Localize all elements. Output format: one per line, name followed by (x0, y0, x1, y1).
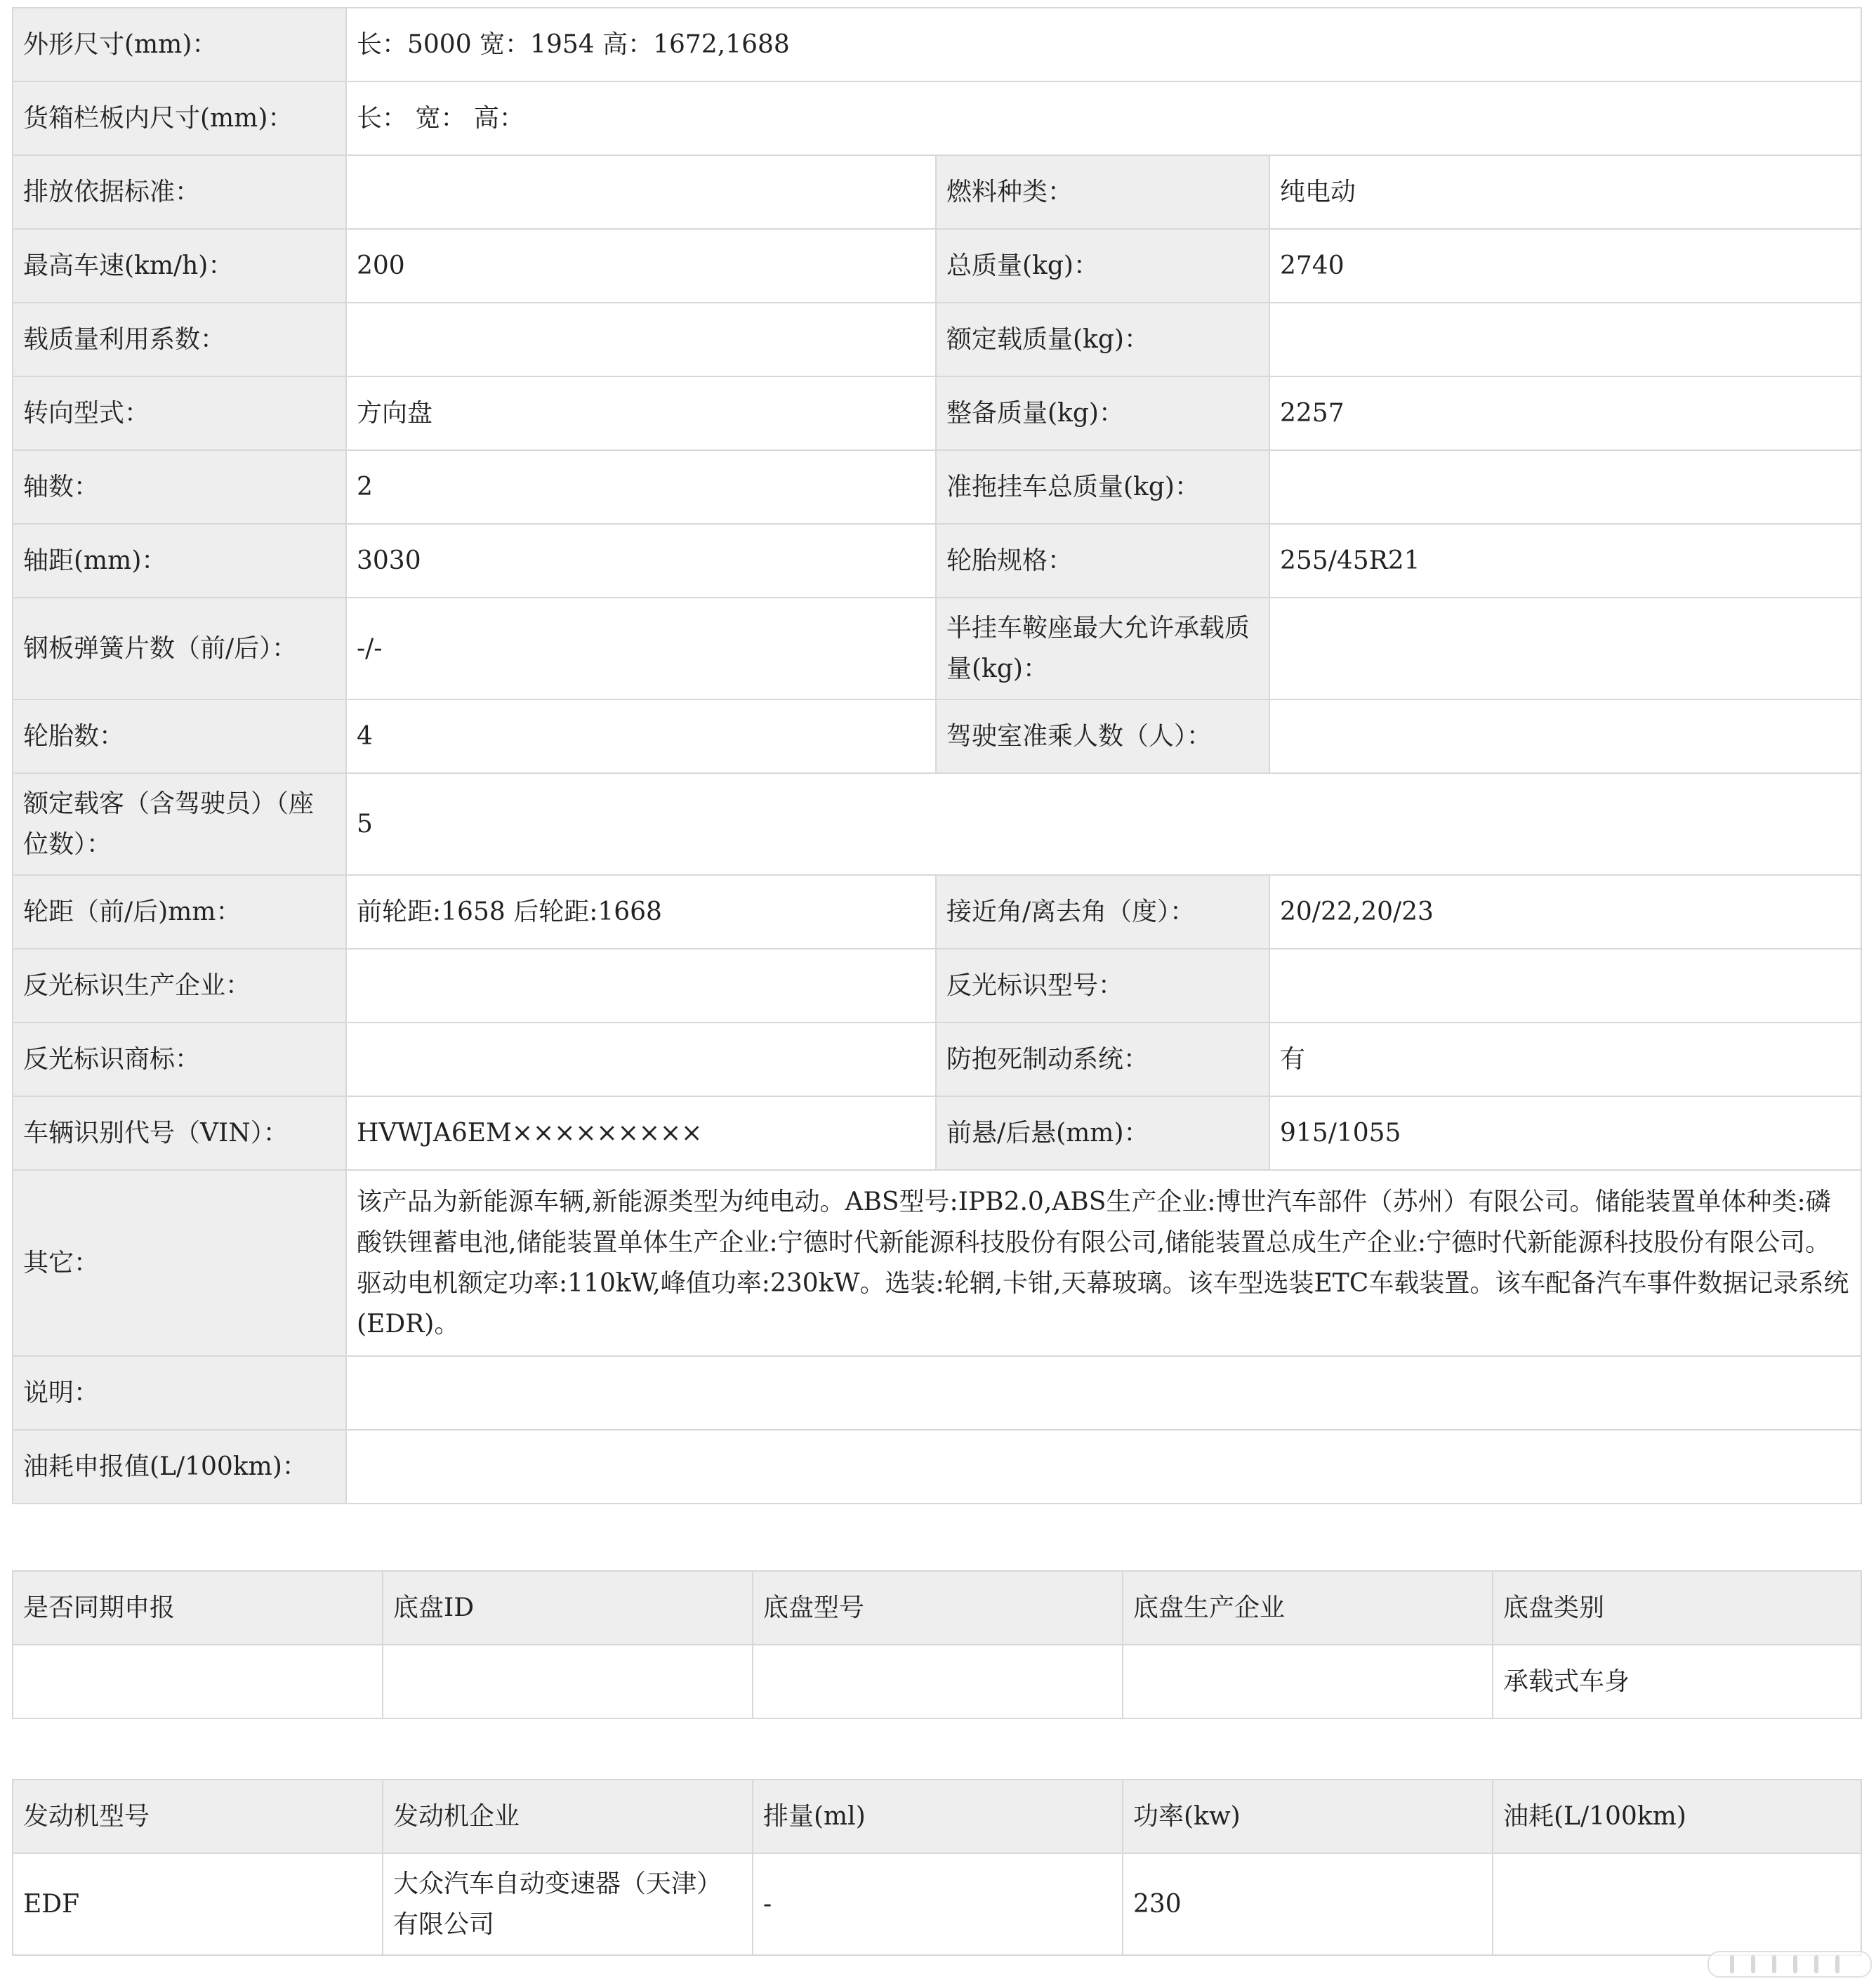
wheelbase-value: 3030 (346, 524, 936, 598)
table-row (13, 1853, 1861, 1955)
saddle-load-label: 半挂车鞍座最大允许承载质量(kg)： (936, 598, 1269, 699)
note-label: 说明： (13, 1356, 346, 1430)
reflector-brand-label: 反光标识商标： (13, 1023, 346, 1096)
vehicle-spec-table (12, 7, 1862, 1504)
vin-value: HVWJA6EM××××××××× (346, 1096, 936, 1170)
spec-row-speed (13, 229, 1861, 303)
tire-spec-label: 轮胎规格： (936, 524, 1269, 598)
leaf-springs-label: 钢板弹簧片数（前/后）： (13, 598, 346, 699)
chassis-cell: 承载式车身 (1493, 1645, 1861, 1718)
max-speed-value: 200 (346, 229, 936, 303)
track-label: 轮距（前/后)mm： (13, 875, 346, 949)
engine-header-cell: 油耗(L/100km) (1493, 1780, 1861, 1853)
fuel-label: 燃料种类： (936, 155, 1269, 229)
engine-cell: 230 (1123, 1853, 1493, 1955)
spec-row-wheelbase (13, 524, 1861, 598)
cab-seats-value (1269, 699, 1861, 773)
chassis-cell (13, 1645, 383, 1718)
tires-value: 4 (346, 699, 936, 773)
spec-row-cargo (13, 81, 1861, 155)
engine-header-row (13, 1780, 1861, 1853)
tire-spec-value: 255/45R21 (1269, 524, 1861, 598)
spec-row-axles (13, 450, 1861, 524)
chassis-header-row (13, 1571, 1861, 1645)
rated-load-label: 额定载质量(kg)： (936, 303, 1269, 376)
overhang-value: 915/1055 (1269, 1096, 1861, 1170)
emission-value (346, 155, 936, 229)
vin-label: 车辆识别代号（VIN）： (13, 1096, 346, 1170)
note-value (346, 1356, 1861, 1430)
dims-label: 外形尺寸(mm)： (13, 8, 346, 81)
angles-value: 20/22,20/23 (1269, 875, 1861, 949)
load-util-label: 载质量利用系数： (13, 303, 346, 376)
reflector-model-label: 反光标识型号： (936, 949, 1269, 1023)
fuel-value: 纯电动 (1269, 155, 1861, 229)
emission-label: 排放依据标准： (13, 155, 346, 229)
reflector-maker-label: 反光标识生产企业： (13, 949, 346, 1023)
curb-mass-label: 整备质量(kg)： (936, 376, 1269, 450)
spec-row-brand (13, 1023, 1861, 1096)
trailer-mass-label: 准拖挂车总质量(kg)： (936, 450, 1269, 524)
fuel-consumption-label: 油耗申报值(L/100km)： (13, 1430, 346, 1504)
track-value: 前轮距:1658 后轮距:1668 (346, 875, 936, 949)
axles-value: 2 (346, 450, 936, 524)
engine-cell (1493, 1853, 1861, 1955)
steering-value: 方向盘 (346, 376, 936, 450)
reflector-model-value (1269, 949, 1861, 1023)
spec-row-passengers (13, 773, 1861, 875)
engine-header-cell: 发动机企业 (383, 1780, 753, 1853)
spec-row-note (13, 1356, 1861, 1430)
cab-seats-label: 驾驶室准乘人数（人）： (936, 699, 1269, 773)
passengers-value: 5 (346, 773, 1861, 875)
trailer-mass-value (1269, 450, 1861, 524)
max-speed-label: 最高车速(km/h)： (13, 229, 346, 303)
angles-label: 接近角/离去角（度）： (936, 875, 1269, 949)
chassis-header-cell: 是否同期申报 (13, 1571, 383, 1645)
spec-row-load (13, 303, 1861, 376)
leaf-springs-value: -/- (346, 598, 936, 699)
saddle-load-value (1269, 598, 1861, 699)
spec-row-track (13, 875, 1861, 949)
overhang-label: 前悬/后悬(mm)： (936, 1096, 1269, 1170)
chassis-cell (383, 1645, 753, 1718)
spec-row-dims (13, 8, 1861, 81)
fuel-consumption-value (346, 1430, 1861, 1504)
chassis-table (12, 1570, 1862, 1719)
watermark-icon (1707, 1951, 1872, 1978)
spec-row-springs (13, 598, 1861, 699)
spec-row-reflector (13, 949, 1861, 1023)
table-row (13, 1645, 1861, 1718)
spec-row-vin (13, 1096, 1861, 1170)
cargo-dims-label: 货箱栏板内尺寸(mm)： (13, 81, 346, 155)
engine-cell: 大众汽车自动变速器（天津）有限公司 (383, 1853, 753, 1955)
abs-label: 防抱死制动系统： (936, 1023, 1269, 1096)
axles-label: 轴数： (13, 450, 346, 524)
rated-load-value (1269, 303, 1861, 376)
chassis-header-cell: 底盘生产企业 (1123, 1571, 1493, 1645)
spec-row-steering (13, 376, 1861, 450)
spec-row-tires (13, 699, 1861, 773)
engine-header-cell: 排量(ml) (753, 1780, 1123, 1853)
gross-mass-value: 2740 (1269, 229, 1861, 303)
dims-value: 长：5000 宽：1954 高：1672,1688 (346, 8, 1861, 81)
gross-mass-label: 总质量(kg)： (936, 229, 1269, 303)
chassis-cell (753, 1645, 1123, 1718)
reflector-maker-value (346, 949, 936, 1023)
engine-table (12, 1779, 1862, 1956)
cargo-dims-value: 长： 宽： 高： (346, 81, 1861, 155)
other-label: 其它： (13, 1170, 346, 1356)
reflector-brand-value (346, 1023, 936, 1096)
chassis-header-cell: 底盘类别 (1493, 1571, 1861, 1645)
curb-mass-value: 2257 (1269, 376, 1861, 450)
engine-cell: EDF (13, 1853, 383, 1955)
chassis-header-cell: 底盘ID (383, 1571, 753, 1645)
engine-cell: - (753, 1853, 1123, 1955)
engine-header-cell: 发动机型号 (13, 1780, 383, 1853)
chassis-header-cell: 底盘型号 (753, 1571, 1123, 1645)
abs-value: 有 (1269, 1023, 1861, 1096)
chassis-cell (1123, 1645, 1493, 1718)
spec-row-fuel-consumption (13, 1430, 1861, 1504)
other-value: 该产品为新能源车辆,新能源类型为纯电动。ABS型号:IPB2.0,ABS生产企业:博世汽车部件（苏州）有限公司。储能装置单体种类:磷酸铁锂蓄电池,储能装置单体生产企业:宁德时代新能源科技股份有限公司,储能装置总成生产企业:宁德时代新能源科技股份有限公司。驱动电机额定功率:110kW,峰值功率:230kW。选装:轮辋,卡钳,天幕玻璃。该车型选装ETC车载装置。该车配备汽车事件数据记录系统(EDR)。 (346, 1170, 1861, 1356)
passengers-label: 额定载客（含驾驶员）（座位数）： (13, 773, 346, 875)
tires-label: 轮胎数： (13, 699, 346, 773)
engine-header-cell: 功率(kw) (1123, 1780, 1493, 1853)
spec-row-emission (13, 155, 1861, 229)
spec-row-other (13, 1170, 1861, 1356)
steering-label: 转向型式： (13, 376, 346, 450)
wheelbase-label: 轴距(mm)： (13, 524, 346, 598)
load-util-value (346, 303, 936, 376)
